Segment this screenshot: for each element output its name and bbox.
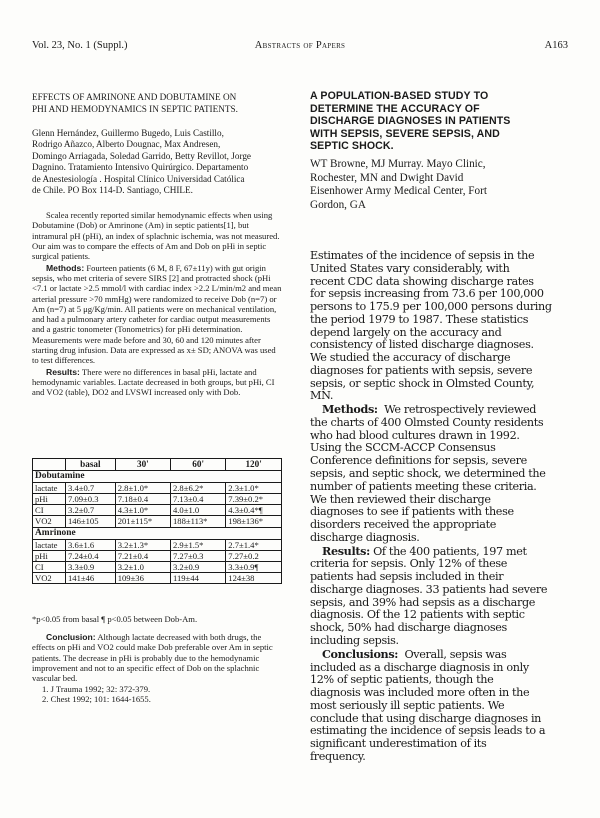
right-results-heading: Results:	[322, 543, 370, 558]
table-cell: 109±36	[115, 573, 170, 584]
table-cell: 2.7±1.4*	[226, 539, 282, 550]
table-cell: 2.8±6.2*	[170, 482, 225, 493]
left-conclusion	[32, 632, 284, 684]
right-intro	[310, 250, 568, 403]
right-methods	[310, 403, 568, 544]
reference-item: 1. J Trauma 1992; 32: 372-379.	[42, 684, 151, 694]
body-line: significant underestimation of its	[310, 737, 487, 751]
table-cell: CI	[33, 561, 66, 572]
table-cell: 7.27±0.2	[226, 550, 282, 561]
table-row	[33, 482, 282, 493]
left-methods-heading: Methods:	[46, 262, 85, 273]
left-intro-paragraph: Scalea recently reported similar hemodynamic effects when using Dobutamine (Dob) or Amrinone (Am) in septic patients[1], but intramural pH (pHi), an index of splachnic ischemia, was not measured. Our aim was to compare the effects of Am and Dob on pHi in septic surgical patients.	[32, 210, 280, 262]
table-cell: 3.2±0.9	[170, 561, 225, 572]
body-line: We studied the accuracy of discharge	[310, 351, 511, 365]
body-line: depend largely on the accuracy and	[310, 325, 502, 339]
body-line: for sepsis increasing from 73.6 per 100,000	[310, 287, 544, 301]
right-abstract-body	[310, 250, 568, 764]
body-line: the period 1979 to 1987. These statistics	[310, 312, 529, 326]
table-cell: lactate	[33, 539, 66, 550]
table-cell: 7.39±0.2*	[226, 494, 282, 505]
table-cell: 141±46	[66, 573, 116, 584]
table-cell: 3.2±1.0	[115, 561, 170, 572]
right-abstract-authors	[310, 158, 568, 213]
right-author-line: Rochester, MN and Dwight David	[310, 171, 464, 184]
body-line: sepsis, and 39% had sepsis as a discharge	[310, 595, 536, 609]
body-line	[310, 545, 568, 559]
body-line: diagnosis. Of the 12 patients with septic	[310, 608, 525, 622]
right-results	[310, 545, 568, 648]
left-author-line: Dagnino. Tratamiento Intensivo Quirúrgico. Departamento	[32, 162, 249, 173]
right-author-line: Eisenhower Army Medical Center, Fort	[310, 185, 487, 198]
body-line: MN.	[310, 389, 334, 403]
table-group-label: Amrinone	[33, 527, 282, 539]
table-cell: 3.2±0.7	[66, 505, 116, 516]
left-abstract-body	[32, 210, 284, 398]
body-line	[310, 648, 568, 662]
left-methods-paragraph	[32, 263, 284, 366]
body-line: diagnosis was included more often in the	[310, 686, 530, 700]
table-cell: 7.13±0.4	[170, 494, 225, 505]
body-line: diagnoses to see if patients with these	[310, 505, 514, 519]
table-cell: 4.3±0.4*¶	[226, 505, 282, 516]
body-line: frequency.	[310, 749, 366, 763]
table-cell: lactate	[33, 482, 66, 493]
table-cell: VO2	[33, 516, 66, 527]
body-line: included as a discharge diagnosis in only	[310, 660, 529, 674]
left-conclusion-paragraph	[32, 632, 284, 684]
table-cell: 201±115*	[115, 516, 170, 527]
table-cell: 3.4±0.7	[66, 482, 116, 493]
table-cell: 7.21±0.4	[115, 550, 170, 561]
body-line: diagnoses for patients with sepsis, severe	[310, 363, 533, 377]
right-author-line: WT Browne, MJ Murray. Mayo Clinic,	[310, 158, 486, 170]
section-title: Abstracts of Papers	[254, 40, 346, 51]
table-cell: VO2	[33, 573, 66, 584]
right-methods-heading: Methods:	[322, 402, 378, 417]
body-line: Estimates of the incidence of sepsis in the	[310, 249, 535, 262]
right-author-line: Gordon, GA	[310, 198, 366, 211]
table-cell: 119±44	[170, 573, 225, 584]
table-cell: CI	[33, 505, 66, 516]
body-line: discharge diagnosis.	[310, 530, 420, 544]
table-footnote: *p<0.05 from basal ¶ p<0.05 between Dob-Am.	[32, 614, 198, 624]
table-cell: 7.27±0.3	[170, 550, 225, 561]
body-line: criteria for sepsis. Only 12% of these	[310, 557, 508, 571]
table-cell: 7.18±0.4	[115, 494, 170, 505]
table-cell: 4.3±1.0*	[115, 505, 170, 516]
right-conclusions	[310, 648, 568, 764]
body-line: Using the SCCM-ACCP Consensus	[310, 441, 496, 455]
table-cell: pHi	[33, 550, 66, 561]
body-line: recent CDC data showing discharge rates	[310, 274, 534, 288]
left-title-line: EFFECTS OF AMRINONE AND DOBUTAMINE ON	[32, 92, 237, 102]
table-row	[33, 505, 282, 516]
reference-item: 2. Chest 1992; 101: 1644-1655.	[42, 694, 151, 705]
left-abstract-title	[32, 92, 284, 115]
left-author-line: Rodrigo Añazco, Alberto Dougnac, Max Andresen,	[32, 139, 221, 150]
table-cell: 7.09±0.3	[66, 494, 116, 505]
right-title-line: DETERMINE THE ACCURACY OF	[310, 102, 480, 115]
table-row	[33, 550, 282, 561]
right-results-first: Of the 400 patients, 197 met	[369, 544, 527, 558]
table-header-cell: 120'	[226, 459, 282, 471]
body-line: We then reviewed their discharge	[310, 492, 491, 506]
table-cell: 4.0±1.0	[170, 505, 225, 516]
left-results-heading: Results:	[46, 366, 80, 377]
left-methods-text: Fourteen patients (6 M, 8 F, 67±11y) with gut origin sepsis, who met criteria of severe SIRS [2] and protracted shock (pHi <7.1 or lactate >2.5 mmol/l with cardiac index >2.2 L/min/m2 and mean arterial pressure >70 mmHg) were randomized to receive Dob (n=7) or Am (n=7) at 5 μg/Kg/min. All patients were on mechanical ventilation, and had a pulmonary artery catheter for cardiac output measurements and a gastric tonometer (Tonometrics) for pHi determination. Measurements were made before and 30, 60 and 120 minutes after starting drug infusion. Data are expressed as x± SD; ANOVA was used to test differences.	[32, 262, 282, 366]
table-cell: 198±136*	[226, 516, 282, 527]
table-group-label: Dobutamine	[33, 470, 282, 482]
table-row	[33, 573, 282, 584]
left-results-paragraph	[32, 367, 284, 398]
results-table	[32, 458, 282, 584]
body-line: Conference definitions for sepsis, severe	[310, 454, 527, 468]
right-methods-first: We retrospectively reviewed	[377, 403, 537, 417]
body-line: United States vary considerably, with	[310, 261, 510, 275]
table-cell: 3.6±1.6	[66, 539, 116, 550]
body-line: who had blood cultures drawn in 1992.	[310, 428, 520, 442]
table-row	[33, 494, 282, 505]
right-conclusions-first: Overall, sepsis was	[398, 647, 507, 661]
body-line: sepsis, and septic shock, we determined the	[310, 467, 546, 481]
table-cell: 124±38	[226, 573, 282, 584]
body-line: persons to 175.9 per 100,000 persons during	[310, 300, 552, 314]
body-line: shock, 50% had discharge diagnoses	[310, 621, 507, 635]
journal-volume: Vol. 23, No. 1 (Suppl.)	[32, 40, 128, 51]
left-conclusion-heading: Conclusion:	[46, 632, 96, 642]
body-line: consistency of listed discharge diagnoses.	[310, 338, 534, 352]
table-cell: 3.3±0.9	[66, 561, 116, 572]
left-author-line: Domingo Arriagada, Soledad Garrido, Betty Revillot, Jorge	[32, 150, 252, 161]
table-cell: 3.2±1.3*	[115, 539, 170, 550]
left-author-line: Glenn Hernández, Guillermo Bugedo, Luis Castillo,	[32, 128, 224, 138]
table-header-cell: 30'	[115, 459, 170, 471]
right-title-line: DISCHARGE DIAGNOSES IN PATIENTS	[310, 115, 511, 127]
body-line: disorders received the appropriate	[310, 518, 497, 532]
table-header-cell: basal	[66, 459, 116, 471]
table-group-row	[33, 527, 282, 539]
left-author-line: de Chile. PO Box 114-D. Santiago, CHILE.	[32, 185, 193, 196]
table-cell: 2.9±1.5*	[170, 539, 225, 550]
body-line: discharge diagnoses. 33 patients had severe	[310, 582, 548, 596]
left-references	[42, 684, 151, 705]
table-header-row	[33, 459, 282, 471]
right-abstract-title	[310, 90, 568, 153]
right-title-line: A POPULATION-BASED STUDY TO	[310, 90, 489, 102]
table-group-row	[33, 470, 282, 482]
table-row	[33, 561, 282, 572]
table-row	[33, 516, 282, 527]
table-cell: 7.24±0.4	[66, 550, 116, 561]
table-header-cell: 60'	[170, 459, 225, 471]
body-line	[310, 403, 568, 417]
left-conclusion-text: Although lactate decreased with both drugs, the effects on pHi and VO2 could make Dob preferable over Am in septic patients. The decrease in pHi is probably due to the hemodynamic improvement and not to an specific effect of Dob on the splachnic vascular bed.	[32, 632, 273, 684]
left-abstract-authors	[32, 128, 284, 196]
left-author-line: de Anestesiología . Hospital Clínico Universidad Católica	[32, 173, 245, 184]
body-line: estimating the incidence of sepsis leads to a	[310, 724, 546, 738]
right-title-line: SEPTIC SHOCK.	[310, 140, 394, 152]
body-line: most seriously ill septic patients. We	[310, 698, 505, 712]
right-title-line: WITH SEPSIS, SEVERE SEPSIS, AND	[310, 127, 500, 140]
body-line: number of patients meeting these criteria.	[310, 479, 537, 493]
table-header-cell	[33, 459, 66, 471]
table-row	[33, 539, 282, 550]
table-cell: 188±113*	[170, 516, 225, 527]
body-line: patients had sepsis included in their	[310, 570, 504, 584]
table-cell: 2.8±1.0*	[115, 482, 170, 493]
table-cell: 2.3±1.0*	[226, 482, 282, 493]
table-cell: 3.3±0.9¶	[226, 561, 282, 572]
table-cell: pHi	[33, 494, 66, 505]
right-conclusions-heading: Conclusions:	[322, 646, 399, 661]
body-line: 12% of septic patients, though the	[310, 673, 494, 687]
body-line: conclude that using discharge diagnoses in	[310, 711, 542, 725]
page-number: A163	[544, 40, 568, 51]
left-results-text: There were no differences in basal pHi, lactate and hemodynamic variables. Lactate decreased in both groups, but pHi, CI and VO2 (table), DO2 and LVSWI increased only with Dob.	[32, 366, 275, 398]
body-line: the charts of 400 Olmsted County residents	[310, 415, 544, 429]
body-line: sepsis, or septic shock in Olmsted County,	[310, 376, 535, 390]
body-line: including sepsis.	[310, 633, 399, 647]
table-cell: 146±105	[66, 516, 116, 527]
left-title-line: PHI AND HEMODYNAMICS IN SEPTIC PATIENTS.	[32, 103, 238, 114]
